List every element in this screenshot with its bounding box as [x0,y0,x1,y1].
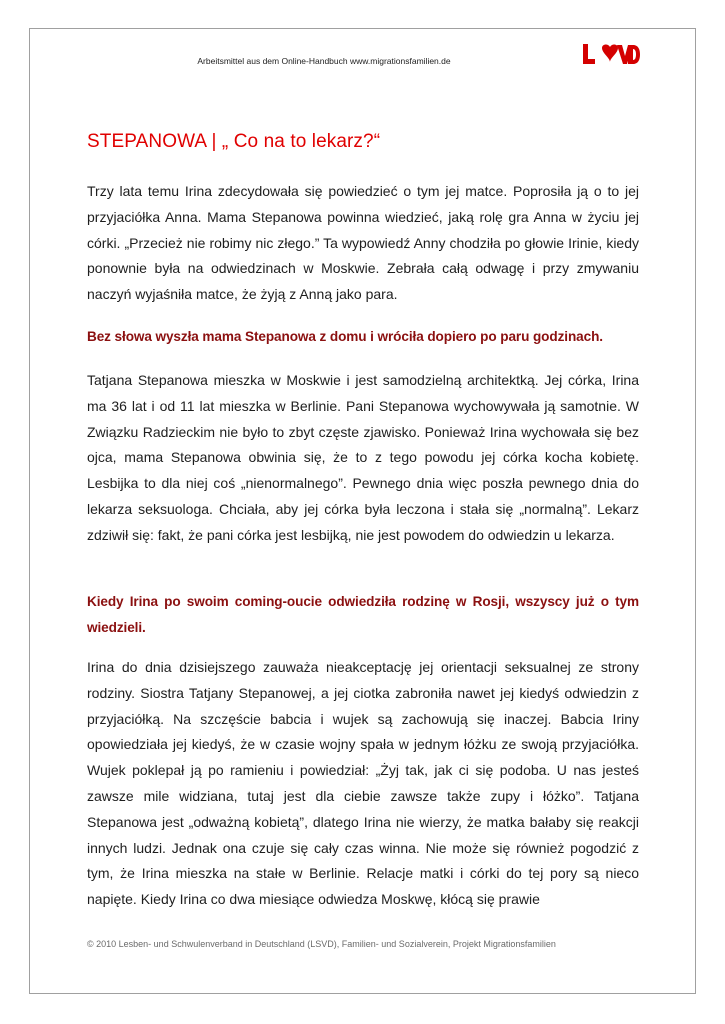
lead-text: Kiedy Irina po swoim coming-oucie odwiedziła rodzinę w Rosji, wszyscy już o tym wiedzieli. [87,594,639,635]
document-title: STEPANOWA | „ Co na to lekarz?“ [87,131,381,152]
lead-1 [87,324,639,350]
paragraph-text: Trzy lata temu Irina zdecydowała się powiedzieć o tym jej matce. Poprosiła ją o to jej przyjaciółka Anna. Mama Stepanowa powinna wiedzieć, jaką rolę gra Anna w życiu jej córki. „Przecież nie robimy nic złego.” Ta wypowiedź Anny chodziła po głowie Irinie, kiedy ponownie była na odwiedzinach w Moskwie. Zebrała całą odwagę i przy zmywaniu naczyń wyjaśniła matce, że żyją z Anną jako para. [87,183,639,303]
lsvd-logo [582,42,640,66]
lead-text: Bez słowa wyszła mama Stepanowa z domu i wróciła dopiero po paru godzinach. [87,329,603,344]
paragraph-2 [87,368,639,549]
paragraph-text: Irina do dnia dzisiejszego zauważa nieakceptację jej orientacji seksualnej ze strony rodziny. Siostra Tatjany Stepanowej, a jej ciotka zabroniła nawet jej kiedyś odwiedzin z przyjaciółką. Na szczęście babcia i wujek są zachowują się inaczej. Babcia Iriny opowiedziała jej kiedyś, że w czasie wojny spała w jednym łóżku ze swoją przyjaciółka. Wujek poklepał ją po ramieniu i powiedział: „Żyj tak, jak ci się podoba. U nas jesteś zawsze mile widziana, tutaj jest dla ciebie zawsze także zupy i łóżko”. Tatjana Stepanowa jest „odważną kobietą”, dlatego Irina nie wierzy, że matka bałaby się reakcji innych ludzi. Jednak ona czuje się cały czas winna. Nie może się również pogodzić z tym, że Irina mieszka na stałe w Berlinie. Relacje matki i córki do tej pory są nieco napięte. Kiedy Irina co dwa miesiące odwiedza Moskwę, kłócą się prawie [87,659,639,908]
paragraph-3 [87,655,639,913]
paragraph-1 [87,179,639,308]
header-note: Arbeitsmittel aus dem Online-Handbuch www.migrationsfamilien.de [197,56,451,66]
paragraph-text: Tatjana Stepanowa mieszka w Moskwie i jest samodzielną architektką. Jej córka, Irina ma 36 lat i od 11 lat mieszka w Berlinie. Pani Stepanowa wychowywała ją samotnie. W Związku Radzieckim nie było to zbyt częste zjawisko. Ponieważ Irina wychowała się bez ojca, mama Stepanowa obwinia się, że to z tego powodu jej córka kocha kobietę. Lesbijka to dla niej coś „nienormalnego”. Pewnego dnia więc poszła pewnego dnia do lekarza seksuologa. Chciała, aby jej córka była leczona i stała się „normalną”. Lekarz zdziwił się: fakt, że pani córka jest lesbijką, nie jest powodem do odwiedzin u lekarza. [87,372,639,543]
lead-2 [87,589,639,641]
footer-copyright: © 2010 Lesben- und Schwulenverband in Deutschland (LSVD), Familien- und Sozialverein, Projekt Migrationsfamilien [87,939,556,949]
